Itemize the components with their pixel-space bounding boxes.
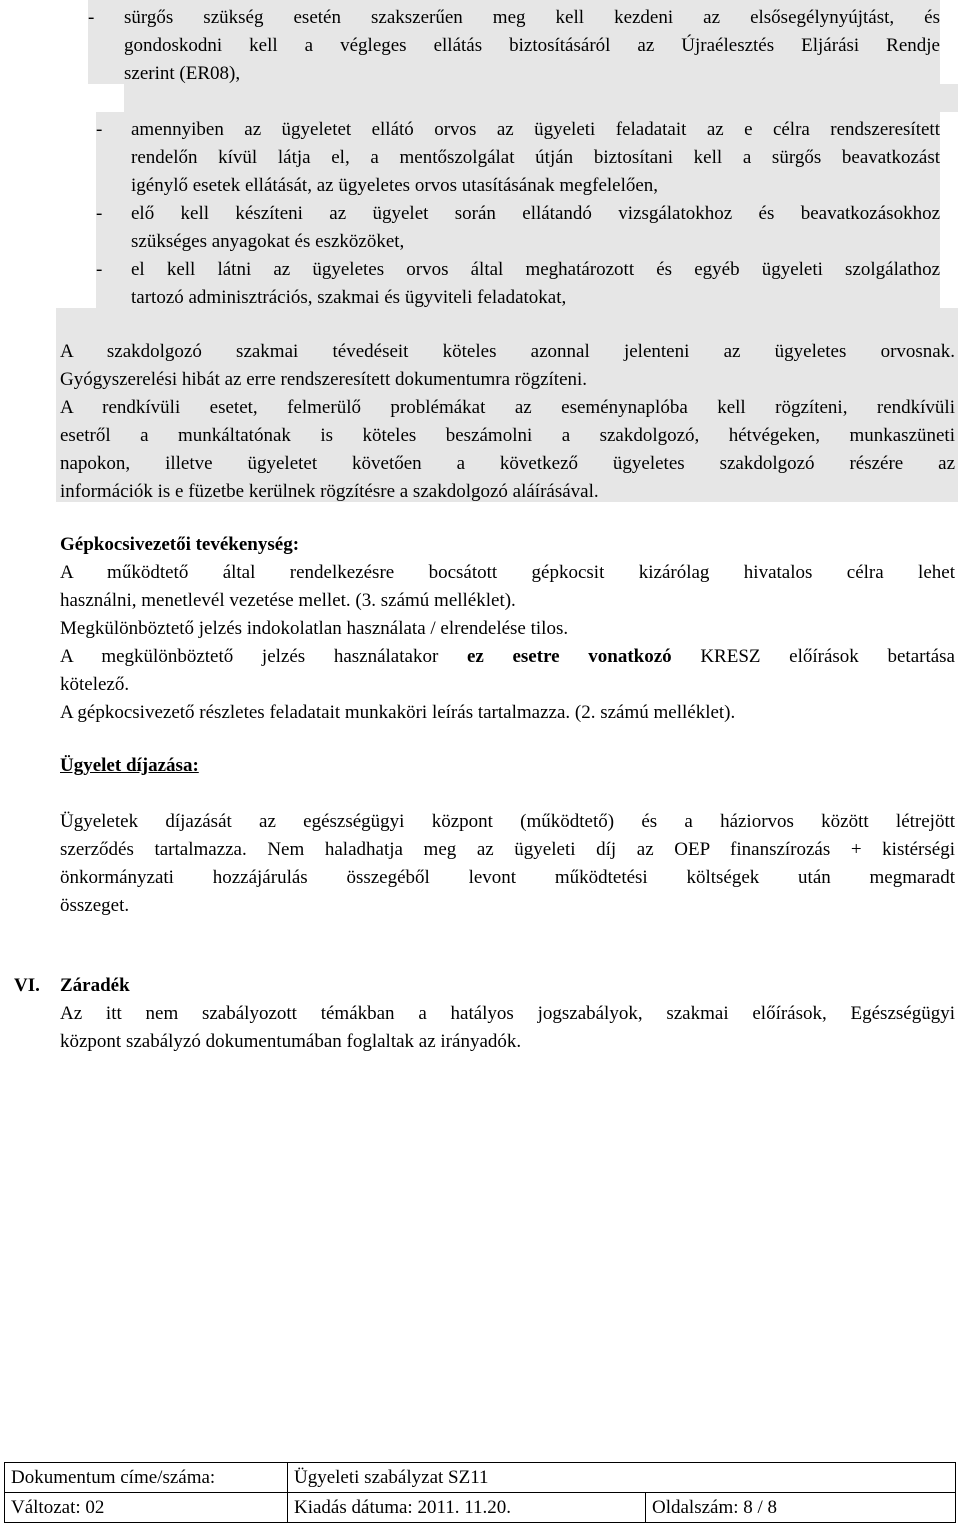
paragraph-line: központ szabályzó dokumentumában foglaltak az irányadók. bbox=[60, 1031, 522, 1052]
section-number: VI. bbox=[14, 975, 40, 996]
paragraph-line: Megkülönböztető jelzés indokolatlan használata / elrendelése tilos. bbox=[60, 618, 569, 639]
section-heading: Gépkocsivezetői tevékenység: bbox=[60, 534, 300, 555]
section-heading: Ügyelet díjazása: bbox=[60, 755, 199, 776]
text-segment: KRESZ előírások betartása bbox=[700, 646, 955, 667]
list-item-line: igénylő esetek ellátását, az ügyeletes orvos utasításának megfelelően, bbox=[131, 175, 659, 196]
list-item-line: el kell látni az ügyeletes orvos által meghatározott és egyéb ügyeleti szolgálathoz bbox=[131, 259, 940, 280]
list-item-line: amennyiben az ügyeletet ellátó orvos az ügyeleti feladatait az e célra rendszeresített bbox=[131, 119, 940, 140]
footer-doc-label: Dokumentum címe/száma: bbox=[5, 1463, 288, 1493]
list-item-line: gondoskodni kell a végleges ellátás biztosításáról az Újraélesztés Eljárási Rendje bbox=[124, 35, 940, 56]
paragraph-line: A működtető által rendelkezésre bocsátott gépkocsit kizárólag hivatalos célra lehet bbox=[60, 562, 955, 583]
footer-page-number: Oldalszám: 8 / 8 bbox=[646, 1493, 956, 1523]
list-dash: - bbox=[96, 203, 103, 224]
list-item-line: sürgős szükség esetén szakszerűen meg kell kezdeni az elsősegélynyújtást, és bbox=[124, 7, 940, 28]
paragraph-line: esetről a munkáltatónak is köteles beszámolni a szakdolgozó, hétvégeken, munkaszüneti bbox=[60, 425, 955, 446]
section-title: Záradék bbox=[60, 975, 130, 996]
list-item-line: rendelőn kívül látja el, a mentőszolgálat útján biztosítani kell a sürgős beavatkozást bbox=[131, 147, 940, 168]
paragraph-line: Ügyeletek díjazását az egészségügyi központ (működtető) és a háziorvos között létrejött bbox=[60, 811, 955, 832]
paragraph-line: összeget. bbox=[60, 895, 130, 916]
document-footer-table bbox=[4, 1462, 956, 1523]
paragraph-line: A gépkocsivezető részletes feladatait munkaköri leírás tartalmazza. (2. számú melléklet). bbox=[60, 702, 736, 723]
footer-issue-date: Kiadás dátuma: 2011. 11.20. bbox=[288, 1493, 646, 1523]
list-item-line: szerint (ER08), bbox=[124, 63, 241, 84]
footer-version: Változat: 02 bbox=[5, 1493, 288, 1523]
list-item-line: elő kell készíteni az ügyelet során ellátandó vizsgálatokhoz és beavatkozásokhoz bbox=[131, 203, 940, 224]
table-row bbox=[5, 1493, 956, 1523]
paragraph-line: Gyógyszerelési hibát az erre rendszeresített dokumentumra rögzíteni. bbox=[60, 369, 588, 390]
highlight-band bbox=[56, 308, 958, 338]
paragraph-line: információk is e füzetbe kerülnek rögzítésre a szakdolgozó aláírásával. bbox=[60, 481, 599, 502]
paragraph-line: kötelező. bbox=[60, 674, 130, 695]
paragraph-line: A rendkívüli esetet, felmerülő problémákat az eseménynaplóba kell rögzíteni, rendkívüli bbox=[60, 397, 955, 418]
list-item-line: szükséges anyagokat és eszközöket, bbox=[131, 231, 405, 252]
paragraph-line: használni, menetlevél vezetése mellet. (3. számú melléklet). bbox=[60, 590, 516, 611]
paragraph-line: A szakdolgozó szakmai tévedéseit köteles azonnal jelenteni az ügyeletes orvosnak. bbox=[60, 341, 955, 362]
list-item-line: tartozó adminisztrációs, szakmai és ügyviteli feladatokat, bbox=[131, 287, 567, 308]
highlight-band bbox=[124, 84, 958, 112]
table-row bbox=[5, 1463, 956, 1493]
footer-doc-value: Ügyeleti szabályzat SZ11 bbox=[288, 1463, 956, 1493]
list-dash: - bbox=[96, 119, 103, 140]
paragraph-line: napokon, illetve ügyeletet követően a következő ügyeletes szakdolgozó részére az bbox=[60, 453, 955, 474]
text-segment-bold: ez esetre vonatkozó bbox=[466, 646, 672, 667]
list-dash: - bbox=[88, 7, 95, 28]
paragraph-line: Az itt nem szabályozott témákban a hatályos jogszabályok, szakmai előírások, Egészségügyi bbox=[60, 1003, 955, 1024]
paragraph-line bbox=[60, 643, 955, 671]
paragraph-line: szerződés tartalmazza. Nem haladhatja meg az ügyeleti díj az OEP finanszírozás + kistérségi bbox=[60, 839, 955, 860]
paragraph-line: önkormányzati hozzájárulás összegéből levont működtetési költségek után megmaradt bbox=[60, 867, 955, 888]
list-dash: - bbox=[96, 259, 103, 280]
text-segment: A megkülönböztető jelzés használatakor bbox=[60, 646, 439, 667]
